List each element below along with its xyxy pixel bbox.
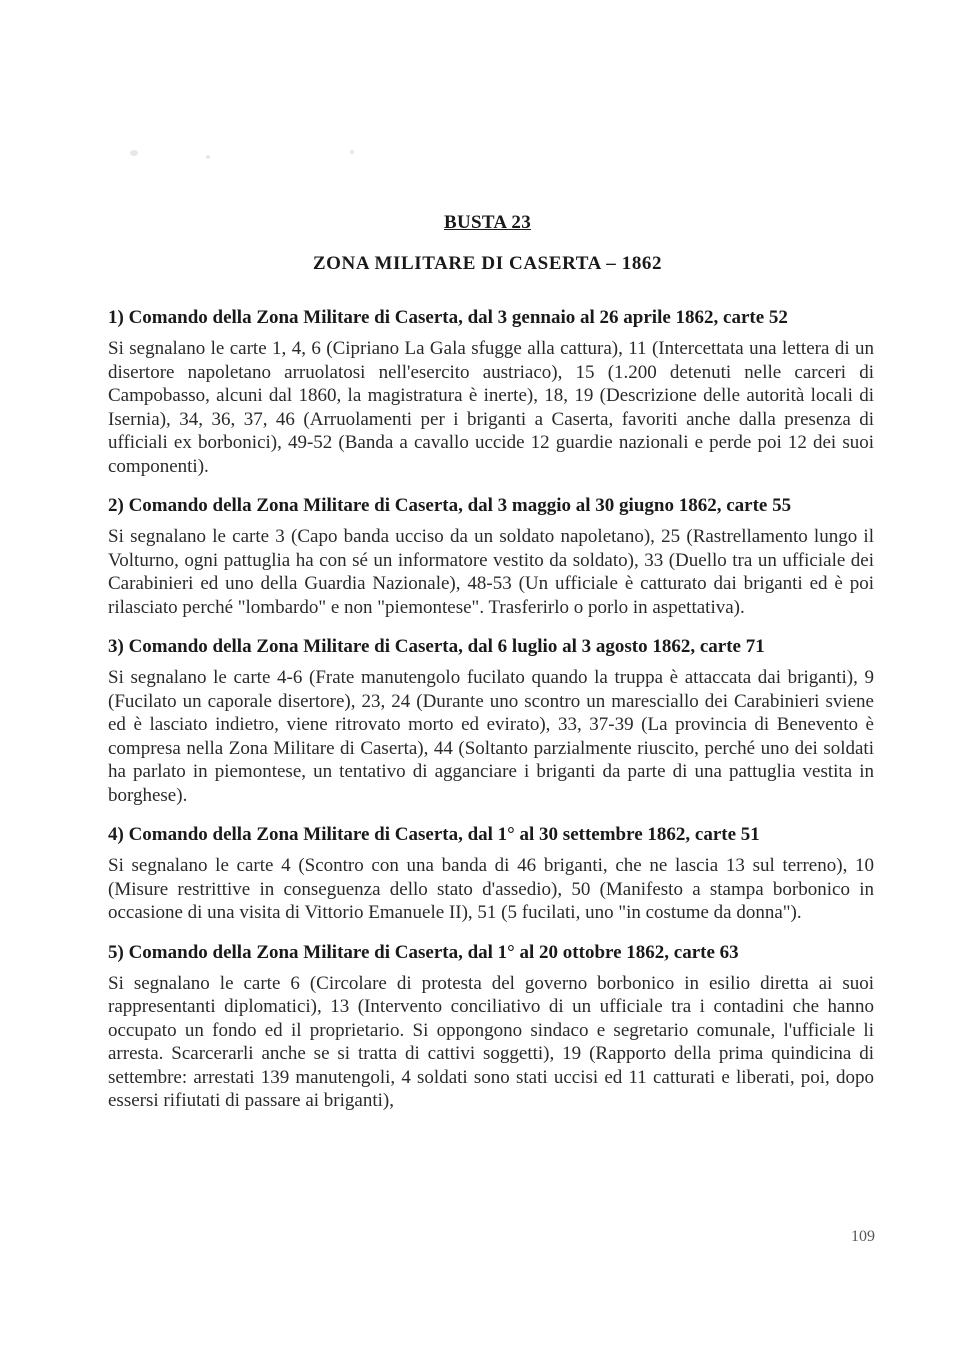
entries-list	[108, 304, 874, 1127]
page-number: 109	[851, 1228, 875, 1245]
entry-3	[108, 633, 874, 807]
entry-body: Si segnalano le carte 1, 4, 6 (Cipriano La Gala sfugge alla cattura), 11 (Intercettata una lettera di un disertore napoletano arruolatosi nell'esercito austriaco), 15 (1.200 detenuti nelle carceri di Campobasso, alcuni dal 1860, la magistratura è inerte), 18, 19 (Descrizione delle autorità locali di Isernia), 34, 36, 37, 46 (Arruolamenti per i briganti a Caserta, favoriti anche dalla presenza di ufficiali ex borbonici), 49-52 (Banda a cavallo uccide 12 guardie nazionali e perde poi 12 dei suoi componenti).	[108, 338, 874, 477]
entry-2	[108, 492, 874, 619]
entry-1	[108, 304, 874, 478]
entry-title: 2) Comando della Zona Militare di Caserta, dal 3 maggio al 30 giugno 1862, carte 55	[108, 495, 792, 516]
entry-title: 1) Comando della Zona Militare di Caserta, dal 3 gennaio al 26 aprile 1862, carte 52	[108, 307, 788, 328]
entry-title: 5) Comando della Zona Militare di Caserta, dal 1° al 20 ottobre 1862, carte 63	[108, 941, 739, 963]
entry-5	[108, 939, 874, 1113]
scan-smudge	[350, 150, 354, 154]
entry-body: Si segnalano le carte 6 (Circolare di protesta del governo borbonico in esilio diretta ai suoi rappresentanti diplomatici), 13 (Intervento conciliativo di un ufficiale tra i contadini che hanno occupato un fondo ed il proprietario. Si oppongono sindaco e segretario comunale, l'ufficiale li arresta. Scarcerarli anche se si tratta di cattivi soggetti), 19 (Rapporto della prima quindicina di settembre: arrestati 139 manutengoli, 4 soldati sono stati uccisi ed 11 catturati e liberati, poi, dopo essersi rifiutati di passare ai briganti),	[108, 972, 874, 1111]
entry-body: Si segnalano le carte 4 (Scontro con una banda di 46 briganti, che ne lascia 13 sul terreno), 10 (Misure restrittive in conseguenza dello stato d'assedio), 50 (Manifesto a stampa borbonico in occasione di una visita di Vittorio Emanuele II), 51 (5 fucilati, uno "in costume da donna").	[108, 855, 874, 923]
entry-title: 3) Comando della Zona Militare di Caserta, dal 6 luglio al 3 agosto 1862, carte 71	[108, 636, 765, 657]
zona-heading: ZONA MILITARE DI CASERTA – 1862	[312, 253, 663, 274]
scan-smudge	[130, 150, 138, 156]
busta-heading: BUSTA 23	[443, 212, 532, 233]
scan-smudge	[206, 155, 210, 159]
entry-title: 4) Comando della Zona Militare di Caserta, dal 1° al 30 settembre 1862, carte 51	[108, 824, 760, 845]
entry-body: Si segnalano le carte 4-6 (Frate manutengolo fucilato quando la truppa è attaccata dai briganti), 9 (Fucilato un caporale disertore), 23, 24 (Durante uno scontro un maresciallo dei Carabinieri sviene ed è lasciato indietro, viene ritrovato morto ed evirato), 33, 37-39 (La provincia di Benevento è compresa nella Zona Militare di Caserta), 44 (Soltanto parzialmente riuscito, perché uno dei soldati ha parlato in piemontese, un tentativo di agganciare i briganti da parte di una pattuglia vestita in borghese).	[108, 667, 874, 806]
entry-4	[108, 821, 874, 925]
entry-body: Si segnalano le carte 3 (Capo banda ucciso da un soldato napoletano), 25 (Rastrellamento lungo il Volturno, ogni pattuglia ha con sé un informatore vestito da soldato), 33 (Duello tra un ufficiale dei Carabinieri ed uno della Guardia Nazionale), 48-53 (Un ufficiale è catturato dai briganti ed è poi rilasciato perché "lombardo" e non "piemontese". Trasferirlo o porlo in aspettativa).	[108, 526, 874, 618]
